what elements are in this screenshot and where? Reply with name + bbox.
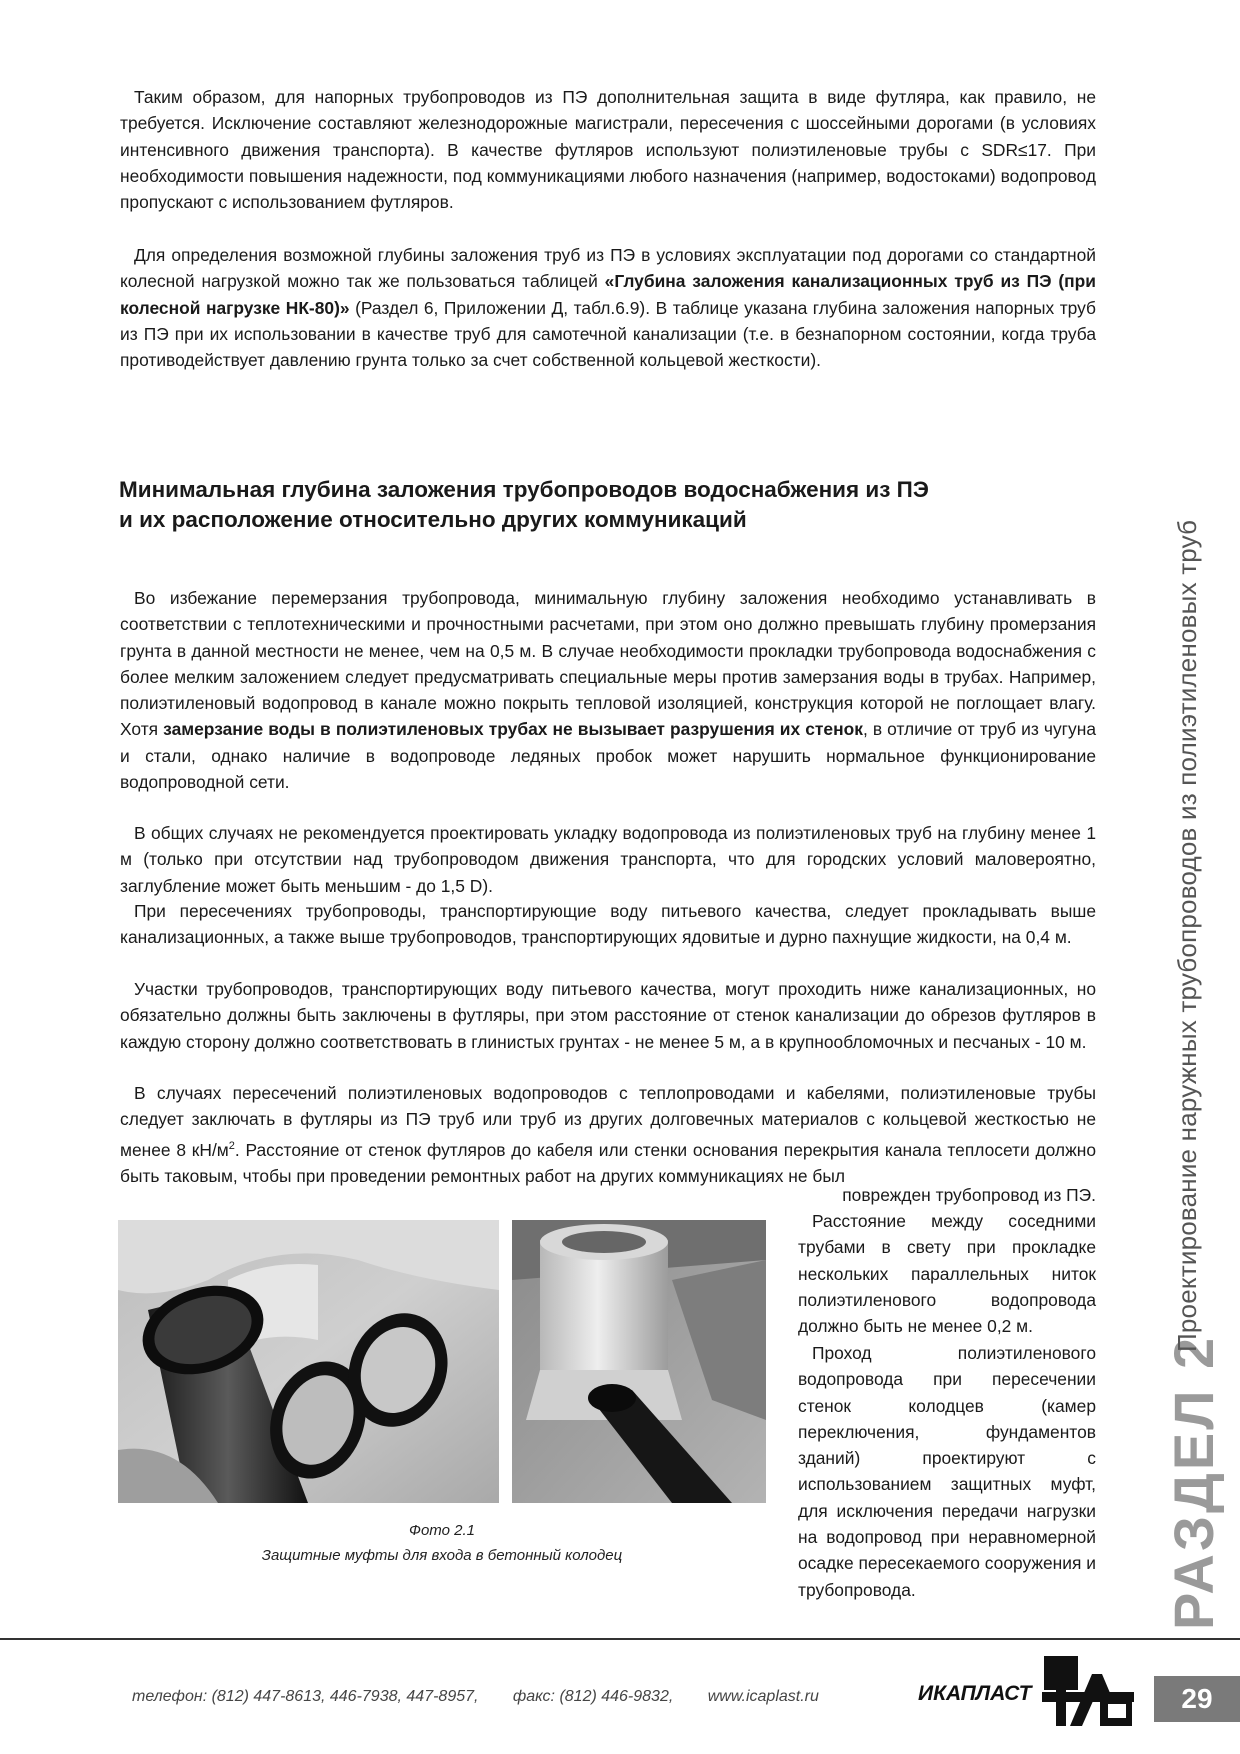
paragraph-heating-cables-end: поврежден трубопровод из ПЭ. [842, 1185, 1096, 1205]
paragraph-crossings: При пересечениях трубопроводы, транспортирующие воду питьевого качества, следует прокладывать выше канализационных, а также выше трубопроводов, транспортирующих ядовитые и дурно пахнущие жидкости, на 0,4 м. [120, 901, 1096, 948]
footer-website[interactable]: www.icaplast.ru [707, 1688, 819, 1705]
footer-contacts [132, 1688, 849, 1706]
footer-divider [0, 1638, 1240, 1640]
paragraph-min-depth: В общих случаях не рекомендуется проектировать укладку водопровода из полиэтиленовых труб на глубину менее 1 м (только при отсутствии над трубопроводом движения транспорта, что для городских условий маловероятно, заглубление может быть меньшим - до 1,5 D). [120, 823, 1096, 896]
table-reference: «Глубина заложения канализационных труб из ПЭ (при колесной нагрузке НК-80)» [120, 271, 1096, 318]
section-label: РАЗДЕЛ 2 [1162, 1334, 1225, 1630]
paragraph-depth-table: Для определения возможной глубины заложения труб из ПЭ в условиях эксплуатации под дорогами со стандартной колесной нагрузкой можно так же пользоваться таблицей «Глубина заложения канализационных труб из ПЭ (при колесной нагрузке НК-80)» (Раздел 6, Приложении Д, табл.6.9). В таблице указана глубина заложения напорных труб из ПЭ при их использовании в качестве труб для самотечной канализации (т.е. в безнапорном состоянии, когда труба противодействует давлению грунта только за счет собственной кольцевой жесткости). [120, 245, 1096, 371]
caption-text: Защитные муфты для входа в бетонный колодец [261, 1547, 623, 1564]
paragraph-heating-cables: В случаях пересечений полиэтиленовых водопроводов с теплопроводами и кабелями, полиэтиленовые трубы следует заключать в футляры из ПЭ труб или труб из других долговечных материалов с кольцевой жесткостью не менее 8 $кН/м^2$. Расстояние от стенок футляров до кабеля или стенки основания перекрытия канала теплосети должно быть таковым, чтобы при проведении ремонтных работ на других коммуникациях не был [120, 1083, 1096, 1186]
page-number: 29 [1154, 1676, 1240, 1722]
company-logo-icon [1040, 1652, 1136, 1735]
paragraph-footlers: Таким образом, для напорных трубопроводов из ПЭ дополнительная защита в виде футляра, как правило, не требуется. Исключение составляют железнодорожные магистрали, пересечения с шоссейными дорогами (в условиях интенсивного движения транспорта). В качестве футляров используют полиэтиленовые трубы с SDR≤17. При необходимости повышения надежности, под коммуникациями любого назначения (например, водостоками) водопровод пропускают с использованием футляров. [120, 87, 1096, 213]
photo-well-image [512, 1220, 766, 1503]
paragraph-spacing: Расстояние между соседними трубами в свету при прокладке нескольких параллельных ниток полиэтиленового водопровода должно быть не менее 0,2 м. [798, 1211, 1096, 1337]
section-heading [119, 475, 1079, 535]
photo-sleeves [118, 1220, 499, 1503]
paragraph-sections-below: Участки трубопроводов, транспортирующих воду питьевого качества, могут проходить ниже канализационных, но обязательно должны быть заключены в футляры, при этом расстояние от стенок канализации до обрезов футляров в каждую сторону должно соответствовать в глинистых грунтах - не менее 5 м, а в крупнообломочных и песчаных - 10 м. [120, 979, 1096, 1052]
photo-concrete-well [512, 1220, 766, 1503]
heading-line-2: и их расположение относительно других коммуникаций [119, 507, 747, 532]
paragraph-well-passage: Проход полиэтиленового водопровода при пересечении стенок колодцев (камер переключения, фундаментов зданий) проектируют с использованием защитных муфт, для исключения передачи нагрузки на водопровод при неравномерной осадке пересекаемого сооружения и трубопровода. [798, 1343, 1096, 1600]
photo-sleeves-image [118, 1220, 499, 1503]
photo-caption [118, 1518, 766, 1568]
section-subtitle: Проектирование наружных трубопроводов из полиэтиленовых труб [1172, 519, 1202, 1352]
sidebar-vertical [1146, 450, 1236, 1630]
caption-label: Фото 2.1 [409, 1522, 475, 1539]
footer-phone: телефон: (812) 447-8613, 446-7938, 447-8957, [132, 1688, 479, 1705]
paragraph-freezing: Во избежание перемерзания трубопровода, минимальную глубину заложения необходимо устанавливать в соответствии с теплотехническими и прочностными расчетами, при этом оно должно превышать глубину промерзания грунта в данной местности не менее, чем на 0,5 м. В случае необходимости прокладки трубопровода водоснабжения с более мелким заложением следует предусматривать специальные меры против замерзания воды в трубах. Например, полиэтиленовый водопровод в канале можно покрыть тепловой изоляцией, конструкция которой не поглощает влагу. Хотя замерзание воды в полиэтиленовых трубах не вызывает разрушения их стенок, в отличие от труб из чугуна и стали, однако наличие в водопроводе ледяных пробок может нарушить нормальное функционирование водопроводной сети. [120, 588, 1096, 793]
footer-fax: факс: (812) 446-9832, [512, 1688, 674, 1705]
brand-name: ИКАПЛАСТ [918, 1682, 1032, 1705]
heading-line-1: Минимальная глубина заложения трубопроводов водоснабжения из ПЭ [119, 477, 929, 502]
bold-statement: замерзание воды в полиэтиленовых трубах не вызывает разрушения их стенок [163, 719, 863, 740]
